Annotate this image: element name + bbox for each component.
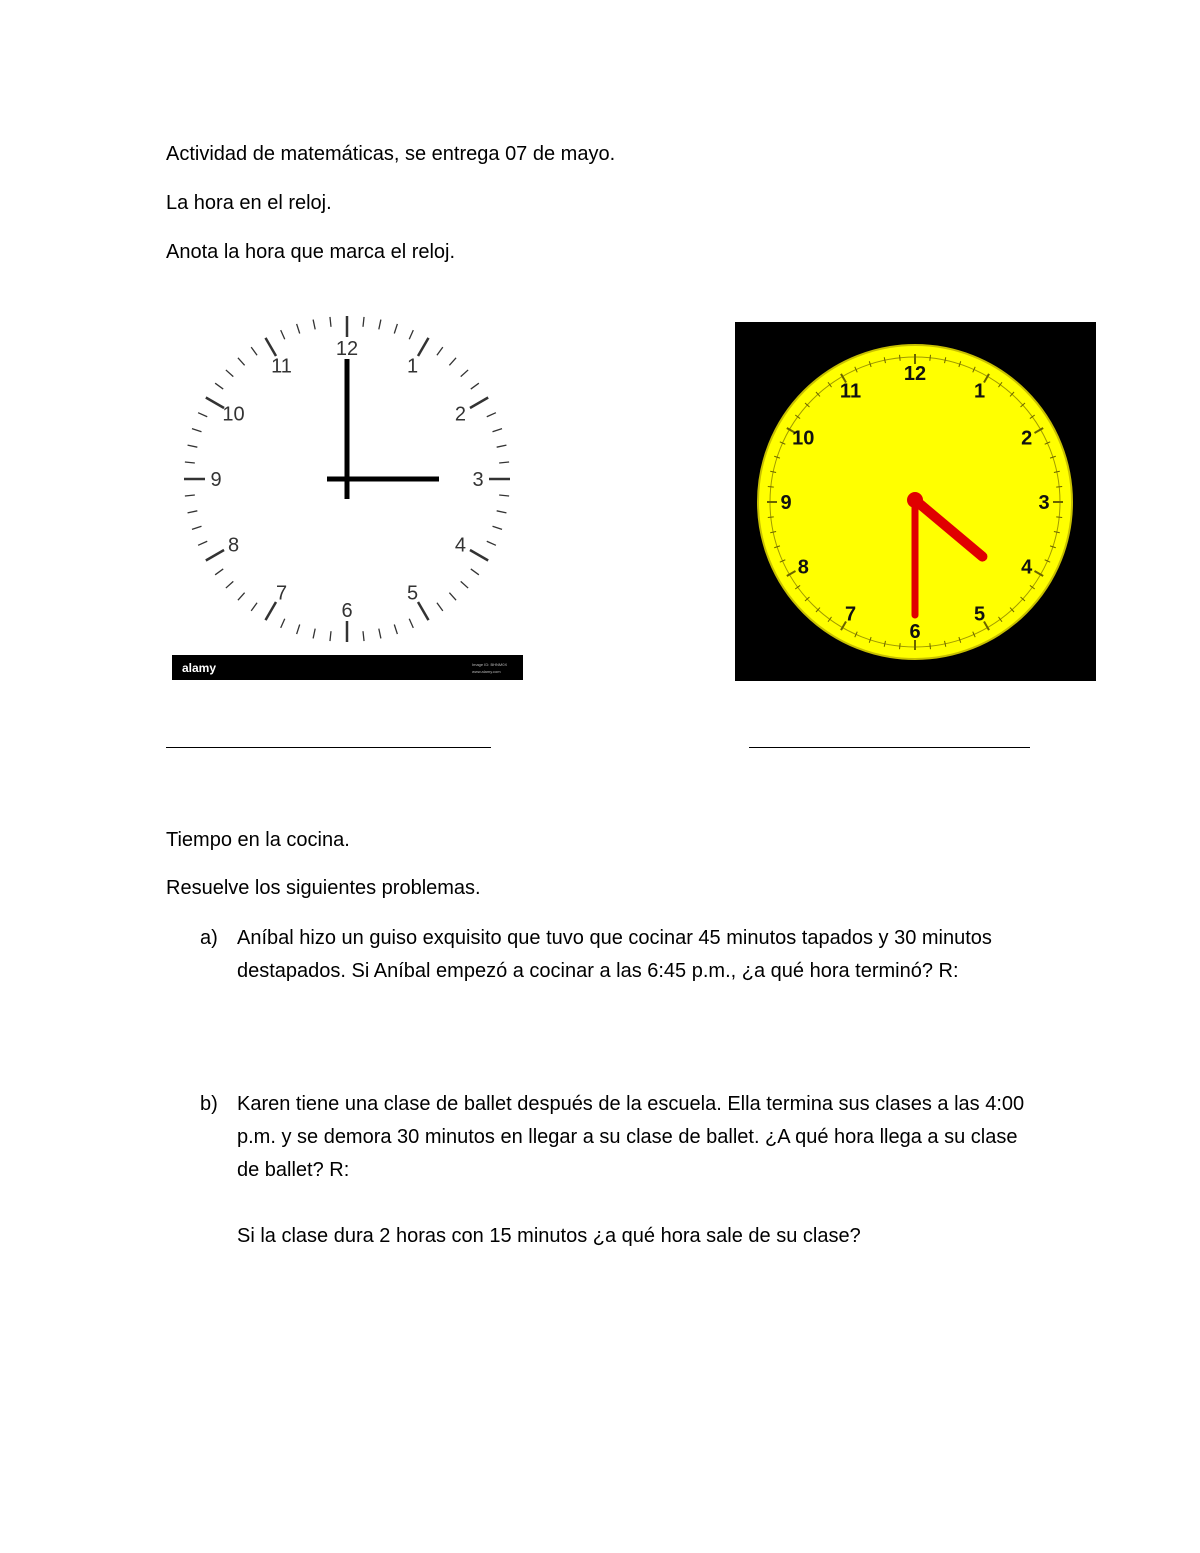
clock-number: 9 [780, 492, 792, 514]
problem-a-text: Aníbal hizo un guiso exquisito que tuvo que cocinar 45 minutos tapados y 30 minutos destapados. Si Aníbal empezó a cocinar a las 6:45 p.m., ¿a qué hora terminó? R: [237, 927, 992, 982]
clock-white [172, 308, 523, 680]
problem-a-marker: a) [200, 927, 218, 949]
clock-number: 10 [792, 427, 815, 450]
clock-number: 6 [341, 600, 353, 622]
worksheet-title: Actividad de matemáticas, se entrega 07 de mayo. [166, 143, 616, 165]
center-hub [907, 492, 923, 508]
watermark-small-1: Image ID: BHNM0X [472, 662, 508, 667]
clock-number: 2 [454, 403, 467, 426]
minute-tick [1056, 517, 1062, 518]
clock-number: 6 [909, 621, 921, 643]
clock-number: 8 [227, 534, 240, 557]
problem-b-followup: Si la clase dura 2 horas con 15 minutos ¿a qué hora sale de su clase? [237, 1225, 861, 1247]
clock-number: 11 [839, 380, 862, 403]
problem-a [200, 922, 1040, 988]
worksheet-subtitle: La hora en el reloj. [166, 192, 332, 214]
answer-line-1[interactable] [166, 747, 491, 748]
watermark-bar [172, 655, 523, 680]
clock-white-figure [172, 308, 523, 680]
minute-tick [900, 355, 901, 361]
clock-yellow-figure [735, 322, 1096, 681]
clock-number: 5 [973, 603, 986, 626]
clock-number: 3 [1038, 492, 1050, 514]
clock-number: 7 [275, 582, 288, 605]
clock-number: 4 [1021, 556, 1033, 579]
watermark-small-2: www.alamy.com [472, 669, 501, 674]
clock-number: 2 [1021, 427, 1033, 450]
clock-number: 4 [454, 534, 467, 557]
clock-yellow [735, 322, 1096, 681]
minute-tick [930, 355, 931, 361]
problem-b-text: Karen tiene una clase de ballet después de la escuela. Ella termina sus clases a las 4:00 p.m. y se demora 30 minutos en llegar a su clase de ballet. ¿A qué hora llega a su clase de ballet? R: [237, 1093, 1025, 1181]
section2-instruction: Resuelve los siguientes problemas. [166, 877, 481, 899]
clock-number: 1 [406, 355, 419, 378]
clock-number: 12 [903, 363, 927, 385]
clock-number: 10 [222, 403, 245, 426]
clock-number: 5 [406, 582, 419, 605]
minute-tick [768, 487, 774, 488]
problem-b [200, 1088, 1040, 1253]
clock-number: 1 [973, 380, 986, 403]
clock-number: 8 [797, 556, 809, 579]
watermark-logo: alamy [182, 661, 217, 675]
minute-tick [900, 643, 901, 649]
section2-title: Tiempo en la cocina. [166, 829, 350, 851]
minute-tick [1056, 487, 1062, 488]
clock-number: 12 [335, 338, 359, 360]
minute-tick [768, 517, 774, 518]
clock-instruction: Anota la hora que marca el reloj. [166, 241, 456, 263]
clock-number: 3 [472, 469, 484, 491]
problem-b-marker: b) [200, 1093, 218, 1115]
clock-number: 9 [210, 469, 222, 491]
clock-number: 11 [271, 355, 292, 378]
minute-tick [930, 643, 931, 649]
clock-number: 7 [844, 603, 857, 626]
answer-line-2[interactable] [749, 747, 1030, 748]
